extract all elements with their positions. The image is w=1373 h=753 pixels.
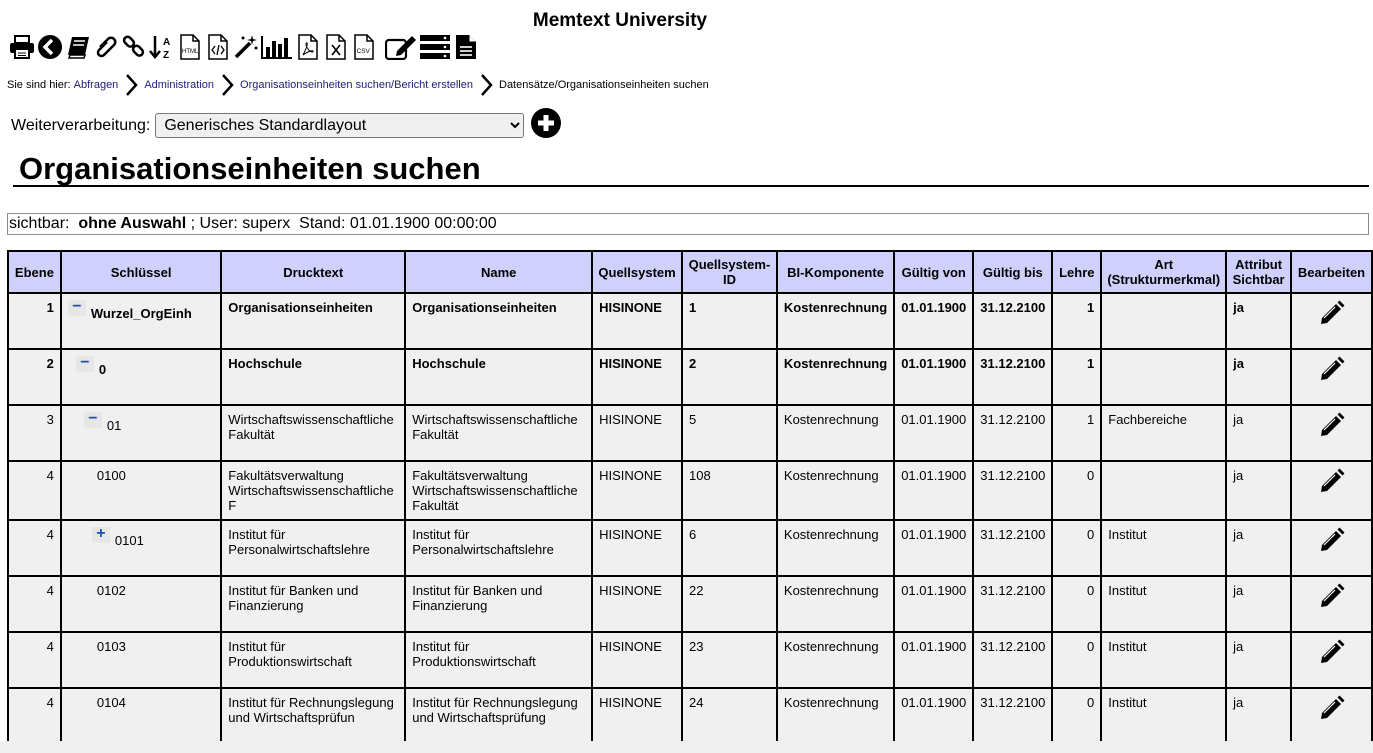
cell-art	[1101, 349, 1226, 405]
cell-bi: Kostenrechnung	[777, 520, 894, 576]
cell-sichtbar: ja	[1226, 293, 1291, 349]
document-icon[interactable]	[452, 33, 480, 61]
edit-pencil-icon[interactable]	[1319, 356, 1345, 385]
cell-lehre: 1	[1052, 293, 1101, 349]
column-header[interactable]: Attribut Sichtbar	[1226, 251, 1291, 293]
table-row	[8, 688, 1372, 744]
books-icon[interactable]	[64, 33, 92, 61]
cell-bis: 31.12.2100	[973, 461, 1052, 520]
cell-ebene: 4	[8, 520, 61, 576]
chevron-right-icon	[473, 71, 499, 99]
cell-schluessel	[61, 520, 221, 576]
cell-schluessel	[61, 349, 221, 405]
cell-art: Fachbereiche	[1101, 405, 1226, 461]
app-title: Memtext University	[532, 10, 708, 31]
cell-ebene: 4	[8, 688, 61, 744]
cell-drucktext: Organisationseinheiten	[221, 293, 405, 349]
cell-name: Institut für Banken und Finanzierung	[405, 576, 592, 632]
key-text: 0104	[96, 695, 126, 710]
cell-bi: Kostenrechnung	[777, 405, 894, 461]
cell-bi: Kostenrechnung	[777, 461, 894, 520]
bar-chart-icon[interactable]	[260, 33, 294, 61]
cell-sichtbar: ja	[1226, 576, 1291, 632]
breadcrumb-current: Datensätze/Organisationseinheiten suchen	[499, 79, 709, 91]
cell-schluessel	[61, 688, 221, 744]
edit-pencil-icon[interactable]	[1319, 639, 1345, 668]
cell-name: Wirtschaftswissenschaftliche Fakultät	[405, 405, 592, 461]
layout-select[interactable]	[155, 113, 524, 138]
cell-quellsystem: HISINONE	[592, 576, 682, 632]
magic-wand-icon[interactable]	[232, 33, 260, 61]
cell-bearbeiten	[1291, 461, 1372, 520]
cell-von: 01.01.1900	[894, 461, 973, 520]
cell-quellsystem: HISINONE	[592, 520, 682, 576]
cell-quellsystem: HISINONE	[592, 688, 682, 744]
column-header[interactable]: Ebene	[8, 251, 61, 293]
attachment-icon[interactable]	[92, 33, 120, 61]
table-row	[8, 349, 1372, 405]
column-header[interactable]: Name	[405, 251, 592, 293]
cell-drucktext: Institut für Produktionswirtschaft	[221, 632, 405, 688]
cell-qid: 22	[682, 576, 777, 632]
cell-lehre: 0	[1052, 688, 1101, 744]
add-circle-icon[interactable]	[531, 108, 561, 138]
svg-text:HTML: HTML	[182, 49, 199, 55]
cell-von: 01.01.1900	[894, 576, 973, 632]
link-icon[interactable]	[120, 33, 148, 61]
html-file-icon[interactable]	[176, 33, 204, 61]
cell-ebene: 3	[8, 405, 61, 461]
cell-von: 01.01.1900	[894, 688, 973, 744]
cell-lehre: 0	[1052, 632, 1101, 688]
svg-text:Z: Z	[163, 50, 170, 60]
column-header[interactable]: Schlüssel	[61, 251, 221, 293]
cell-drucktext: Institut für Banken und Finanzierung	[221, 576, 405, 632]
status-visible-label: sichtbar:	[9, 215, 79, 232]
cell-ebene: 4	[8, 461, 61, 520]
breadcrumb-link-orgeinheiten-bericht[interactable]: Organisationseinheiten suchen/Bericht erstellen	[240, 79, 473, 91]
cell-drucktext: Fakultätsverwaltung Wirtschaftswissenschaftliche F	[221, 461, 405, 520]
edit-pencil-icon[interactable]	[1319, 583, 1345, 612]
cell-lehre: 0	[1052, 461, 1101, 520]
status-bar	[7, 213, 1369, 235]
cell-von: 01.01.1900	[894, 632, 973, 688]
cell-sichtbar: ja	[1226, 520, 1291, 576]
column-header[interactable]: Gültig von	[894, 251, 973, 293]
edit-pencil-icon[interactable]	[1319, 695, 1345, 724]
key-text: 0103	[96, 639, 126, 654]
collapse-toggle[interactable]: −	[68, 300, 86, 316]
table-row	[8, 293, 1372, 349]
cell-bis: 31.12.2100	[973, 688, 1052, 744]
cell-lehre: 1	[1052, 405, 1101, 461]
cell-schluessel	[61, 461, 221, 520]
cell-quellsystem: HISINONE	[592, 461, 682, 520]
edit-note-icon[interactable]	[384, 33, 418, 61]
cell-bis: 31.12.2100	[973, 349, 1052, 405]
cell-drucktext: Institut für Rechnungslegung und Wirtschaftsprüfun	[221, 688, 405, 744]
weiterverarbeitung-label: Weiterverarbeitung:	[11, 117, 151, 134]
cell-bis: 31.12.2100	[973, 405, 1052, 461]
cell-bi: Kostenrechnung	[777, 688, 894, 744]
cell-name: Institut für Produktionswirtschaft	[405, 632, 592, 688]
table-row	[8, 405, 1372, 461]
weiterverarbeitung-row	[11, 108, 561, 138]
svg-text:CSV: CSV	[356, 48, 370, 55]
cell-ebene: 4	[8, 632, 61, 688]
cell-art: Institut	[1101, 520, 1226, 576]
cell-qid: 23	[682, 632, 777, 688]
cell-sichtbar: ja	[1226, 461, 1291, 520]
table-row	[8, 461, 1372, 520]
cell-quellsystem: HISINONE	[592, 293, 682, 349]
status-visible-value: ohne Auswahl	[78, 215, 187, 232]
breadcrumb-prefix: Sie sind hier:	[7, 79, 74, 91]
cell-lehre: 1	[1052, 349, 1101, 405]
csv-file-icon[interactable]	[350, 33, 378, 61]
page-title: Organisationseinheiten suchen	[13, 149, 1369, 187]
cell-quellsystem: HISINONE	[592, 349, 682, 405]
breadcrumb	[7, 70, 709, 100]
cell-qid: 1	[682, 293, 777, 349]
code-file-icon[interactable]	[204, 33, 232, 61]
cell-bi: Kostenrechnung	[777, 349, 894, 405]
server-list-icon[interactable]	[418, 33, 452, 61]
column-header[interactable]: Gültig bis	[973, 251, 1052, 293]
key-text: 0102	[96, 583, 126, 598]
expand-toggle[interactable]: +	[92, 527, 110, 543]
cell-art	[1101, 461, 1226, 520]
cell-ebene: 2	[8, 349, 61, 405]
table-row	[8, 632, 1372, 688]
breadcrumb-link-administration[interactable]: Administration	[144, 79, 215, 91]
cell-art: Institut	[1101, 576, 1226, 632]
table-header-row	[8, 251, 1372, 293]
cell-drucktext: Wirtschaftswissenschaftliche Fakultät	[221, 405, 405, 461]
column-header[interactable]: Bearbeiten	[1291, 251, 1372, 293]
column-header[interactable]: Lehre	[1052, 251, 1101, 293]
cell-bearbeiten	[1291, 576, 1372, 632]
key-text: 0100	[96, 468, 126, 483]
collapse-toggle[interactable]: −	[76, 356, 94, 372]
toolbar	[8, 33, 480, 61]
key-text: 0101	[114, 533, 144, 548]
cell-bearbeiten	[1291, 520, 1372, 576]
pdf-file-icon[interactable]	[294, 33, 322, 61]
cell-quellsystem: HISINONE	[592, 405, 682, 461]
cell-bearbeiten	[1291, 349, 1372, 405]
cell-bearbeiten	[1291, 632, 1372, 688]
edit-pencil-icon[interactable]	[1319, 300, 1345, 329]
cell-lehre: 0	[1052, 576, 1101, 632]
status-user-stand: ; User: superx Stand: 01.01.1900 00:00:00	[186, 215, 497, 232]
cell-art: Institut	[1101, 688, 1226, 744]
cell-name: Hochschule	[405, 349, 592, 405]
table-row	[8, 520, 1372, 576]
cell-qid: 6	[682, 520, 777, 576]
back-icon[interactable]	[36, 33, 64, 61]
cell-schluessel	[61, 293, 221, 349]
cell-qid: 24	[682, 688, 777, 744]
cell-ebene: 4	[8, 576, 61, 632]
sort-az-icon[interactable]	[148, 33, 176, 61]
cell-art	[1101, 293, 1226, 349]
print-icon[interactable]	[8, 33, 36, 61]
cell-ebene: 1	[8, 293, 61, 349]
cell-sichtbar: ja	[1226, 688, 1291, 744]
cell-name: Institut für Personalwirtschaftslehre	[405, 520, 592, 576]
key-text: 0	[98, 362, 107, 377]
results-table	[7, 250, 1373, 745]
cell-bi: Kostenrechnung	[777, 293, 894, 349]
cell-qid: 5	[682, 405, 777, 461]
cell-bearbeiten	[1291, 293, 1372, 349]
table-row	[8, 576, 1372, 632]
cell-bi: Kostenrechnung	[777, 576, 894, 632]
column-header[interactable]: Art (Strukturmerkmal)	[1101, 251, 1226, 293]
cell-lehre: 0	[1052, 520, 1101, 576]
column-header[interactable]: Quellsystem-ID	[682, 251, 777, 293]
column-header[interactable]: Drucktext	[221, 251, 405, 293]
cell-name: Fakultätsverwaltung Wirtschaftswissenschaftliche Fakultät	[405, 461, 592, 520]
excel-file-icon[interactable]	[322, 33, 350, 61]
cell-von: 01.01.1900	[894, 520, 973, 576]
edit-pencil-icon[interactable]	[1319, 527, 1345, 556]
cell-drucktext: Hochschule	[221, 349, 405, 405]
cell-bearbeiten	[1291, 405, 1372, 461]
horizontal-scrollbar[interactable]	[0, 741, 1373, 753]
cell-qid: 2	[682, 349, 777, 405]
cell-name: Organisationseinheiten	[405, 293, 592, 349]
chevron-right-icon	[214, 71, 240, 99]
cell-art: Institut	[1101, 632, 1226, 688]
cell-bi: Kostenrechnung	[777, 632, 894, 688]
edit-pencil-icon[interactable]	[1319, 412, 1345, 441]
column-header[interactable]: Quellsystem	[592, 251, 682, 293]
chevron-right-icon	[118, 71, 144, 99]
cell-bis: 31.12.2100	[973, 576, 1052, 632]
cell-bis: 31.12.2100	[973, 632, 1052, 688]
cell-schluessel	[61, 576, 221, 632]
cell-von: 01.01.1900	[894, 349, 973, 405]
edit-pencil-icon[interactable]	[1319, 468, 1345, 497]
svg-text:A: A	[163, 37, 171, 48]
cell-bis: 31.12.2100	[973, 293, 1052, 349]
cell-von: 01.01.1900	[894, 405, 973, 461]
cell-bis: 31.12.2100	[973, 520, 1052, 576]
cell-name: Institut für Rechnungslegung und Wirtschaftsprüfung	[405, 688, 592, 744]
cell-bearbeiten	[1291, 688, 1372, 744]
cell-schluessel	[61, 405, 221, 461]
cell-qid: 108	[682, 461, 777, 520]
cell-quellsystem: HISINONE	[592, 632, 682, 688]
cell-von: 01.01.1900	[894, 293, 973, 349]
column-header[interactable]: BI-Komponente	[777, 251, 894, 293]
cell-sichtbar: ja	[1226, 405, 1291, 461]
key-text: Wurzel_OrgEinh	[90, 306, 192, 321]
collapse-toggle[interactable]: −	[84, 412, 102, 428]
cell-schluessel	[61, 632, 221, 688]
cell-drucktext: Institut für Personalwirtschaftslehre	[221, 520, 405, 576]
key-text: 01	[106, 418, 122, 433]
breadcrumb-link-abfragen[interactable]: Abfragen	[73, 79, 119, 91]
cell-sichtbar: ja	[1226, 349, 1291, 405]
cell-sichtbar: ja	[1226, 632, 1291, 688]
